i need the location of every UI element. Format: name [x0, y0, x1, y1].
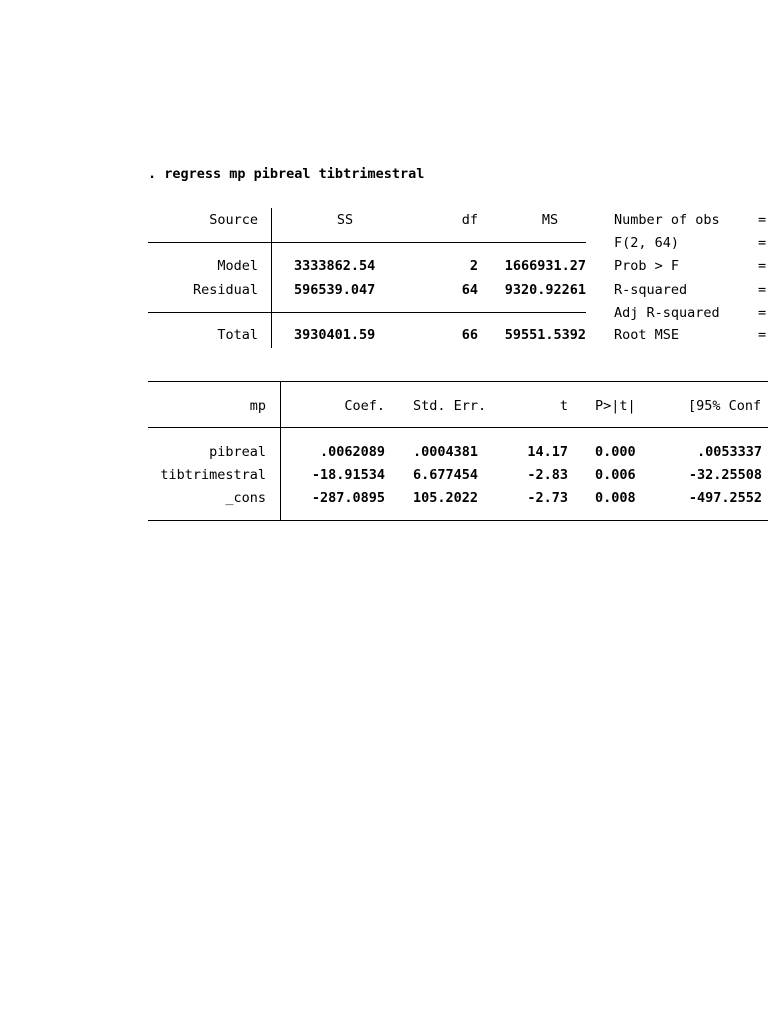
coef-row-t: 14.17: [527, 444, 568, 460]
anova-row-model-ss: 3333862.54: [294, 258, 376, 274]
anova-header-divider: [148, 242, 586, 243]
anova-row-residual-source: Residual: [192, 282, 258, 298]
coef-row-p: 0.006: [595, 467, 636, 483]
anova-row-model-source: Model: [217, 258, 258, 274]
stat-eq: =: [758, 258, 767, 274]
coef-row-coef: -18.91534: [311, 467, 385, 483]
coef-header-ci: [95% Conf: [688, 398, 762, 414]
coef-row-ci: -32.25508: [688, 467, 762, 483]
coef-vertical-divider: [280, 381, 281, 520]
anova-row-total-ss: 3930401.59: [294, 327, 376, 343]
anova-header-source: Source: [209, 212, 258, 228]
coef-row-var: _cons: [225, 490, 266, 506]
stat-r-squared: R-squared: [614, 282, 688, 298]
anova-row-total-source: Total: [217, 327, 258, 343]
stat-root-mse: Root MSE: [614, 327, 680, 343]
coef-row-coef: .0062089: [319, 444, 385, 460]
anova-header-ms: MS: [541, 212, 559, 228]
stat-eq: =: [758, 305, 767, 321]
stat-number-of-obs: Number of obs: [614, 212, 720, 228]
coef-row-var: pibreal: [209, 444, 266, 460]
coef-header-var: mp: [249, 398, 266, 414]
anova-row-residual-df: 64: [461, 282, 478, 298]
anova-row-total-ms: 59551.5392: [504, 327, 586, 343]
command-line: . regress mp pibreal tibtrimestral: [148, 166, 425, 182]
coef-row-se: .0004381: [413, 444, 479, 460]
anova-row-model-df: 2: [469, 258, 478, 274]
anova-header-ss: SS: [336, 212, 354, 228]
coef-row-var: tibtrimestral: [160, 467, 266, 483]
anova-vertical-divider: [271, 208, 272, 348]
anova-header-df: df: [461, 212, 478, 228]
coef-header-divider: [148, 427, 768, 428]
coef-row-p: 0.000: [595, 444, 636, 460]
coef-row-ci: -497.2552: [688, 490, 762, 506]
coef-top-border: [148, 381, 768, 382]
stat-prob-f: Prob > F: [614, 258, 680, 274]
anova-row-total-df: 66: [461, 327, 478, 343]
coef-header-p: P>|t|: [595, 398, 636, 414]
coef-row-t: -2.73: [527, 490, 568, 506]
coef-header-t: t: [559, 398, 568, 414]
coef-row-p: 0.008: [595, 490, 636, 506]
stat-eq: =: [758, 282, 767, 298]
coef-row-t: -2.83: [527, 467, 568, 483]
stat-eq: =: [758, 235, 767, 251]
coef-row-ci: .0053337: [696, 444, 762, 460]
stat-eq: =: [758, 327, 767, 343]
stat-eq: =: [758, 212, 767, 228]
coef-header-se: Std. Err.: [413, 398, 487, 414]
coef-bottom-border: [148, 520, 768, 521]
anova-row-residual-ss: 596539.047: [294, 282, 376, 298]
anova-row-residual-ms: 9320.92261: [504, 282, 586, 298]
coef-row-se: 105.2022: [413, 490, 479, 506]
anova-row-model-ms: 1666931.27: [504, 258, 586, 274]
stat-adj-r-squared: Adj R-squared: [614, 305, 720, 321]
coef-header-coef: Coef.: [344, 398, 385, 414]
stat-f: F(2, 64): [614, 235, 680, 251]
coef-row-se: 6.677454: [413, 467, 479, 483]
coef-row-coef: -287.0895: [311, 490, 385, 506]
anova-total-divider: [148, 312, 586, 313]
